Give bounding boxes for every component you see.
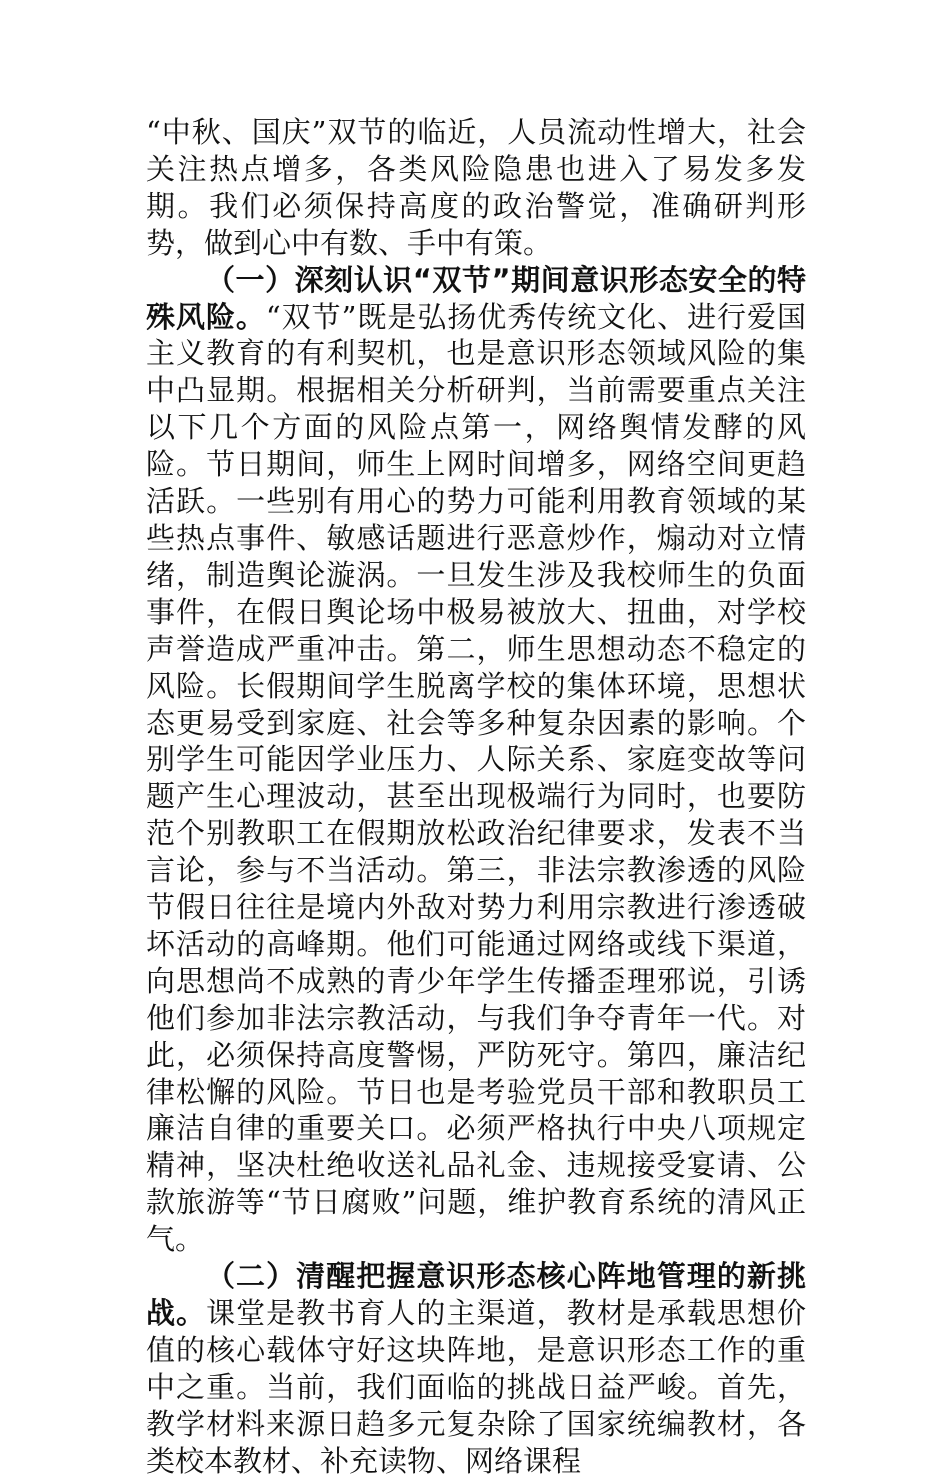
section-one-heading: （一）深刻认识“双节”期间意识形态安全的特殊风险。 (146, 262, 806, 334)
document-page (146, 114, 806, 1480)
section-one-body: “双节”既是弘扬优秀传统文化、进行爱国主义教育的有利契机，也是意识形态领域风险的集中凸显期。根据相关分析研判，当前需要重点关注以下几个方面的风险点第一，网络舆情发酵的风险。节日期间，师生上网时间增多，网络空间更趋活跃。一些别有用心的势力可能利用教育领域的某些热点事件、敏感话题进行恶意炒作，煽动对立情绪，制造舆论漩涡。一旦发生涉及我校师生的负面事件，在假日舆论场中极易被放大、扭曲，对学校声誉造成严重冲击。第二，师生思想动态不稳定的风险。长假期间学生脱离学校的集体环境，思想状态更易受到家庭、社会等多种复杂因素的影响。个别学生可能因学业压力、人际关系、家庭变故等问题产生心理波动，甚至出现极端行为同时，也要防范个别教职工在假期放松政治纪律要求，发表不当言论，参与不当活动。第三，非法宗教渗透的风险节假日往往是境内外敌对势力利用宗教进行渗透破坏活动的高峰期。他们可能通过网络或线下渠道，向思想尚不成熟的青少年学生传播歪理邪说，引诱他们参加非法宗教活动，与我们争夺青年一代。对此，必须保持高度警惕，严防死守。第四，廉洁纪律松懈的风险。节日也是考验党员干部和教职员工廉洁自律的重要关口。必须严格执行中央八项规定精神，坚决杜绝收送礼品礼金、违规接受宴请、公款旅游等“节日腐败”问题，维护教育系统的清风正气。 (146, 299, 806, 1257)
section-one-paragraph (146, 262, 806, 1258)
intro-paragraph (146, 114, 806, 262)
section-two-heading: （二）清醒把握意识形态核心阵地管理的新挑战。 (146, 1259, 806, 1330)
section-two-body: 课堂是教书育人的主渠道，教材是承载思想价值的核心载体守好这块阵地，是意识形态工作的重中之重。当前，我们面临的挑战日益严峻。首先，教学材料来源日趋多元复杂除了国家统编教材，各类校本教材、补充读物、网络课程 (146, 1296, 806, 1478)
intro-paragraph-text: “中秋、国庆”双节的临近，人员流动性增大，社会关注热点增多，各类风险隐患也进入了易发多发期。我们必须保持高度的政治警觉，准确研判形势，做到心中有数、手中有策。 (146, 115, 806, 260)
section-two-paragraph (146, 1258, 806, 1479)
